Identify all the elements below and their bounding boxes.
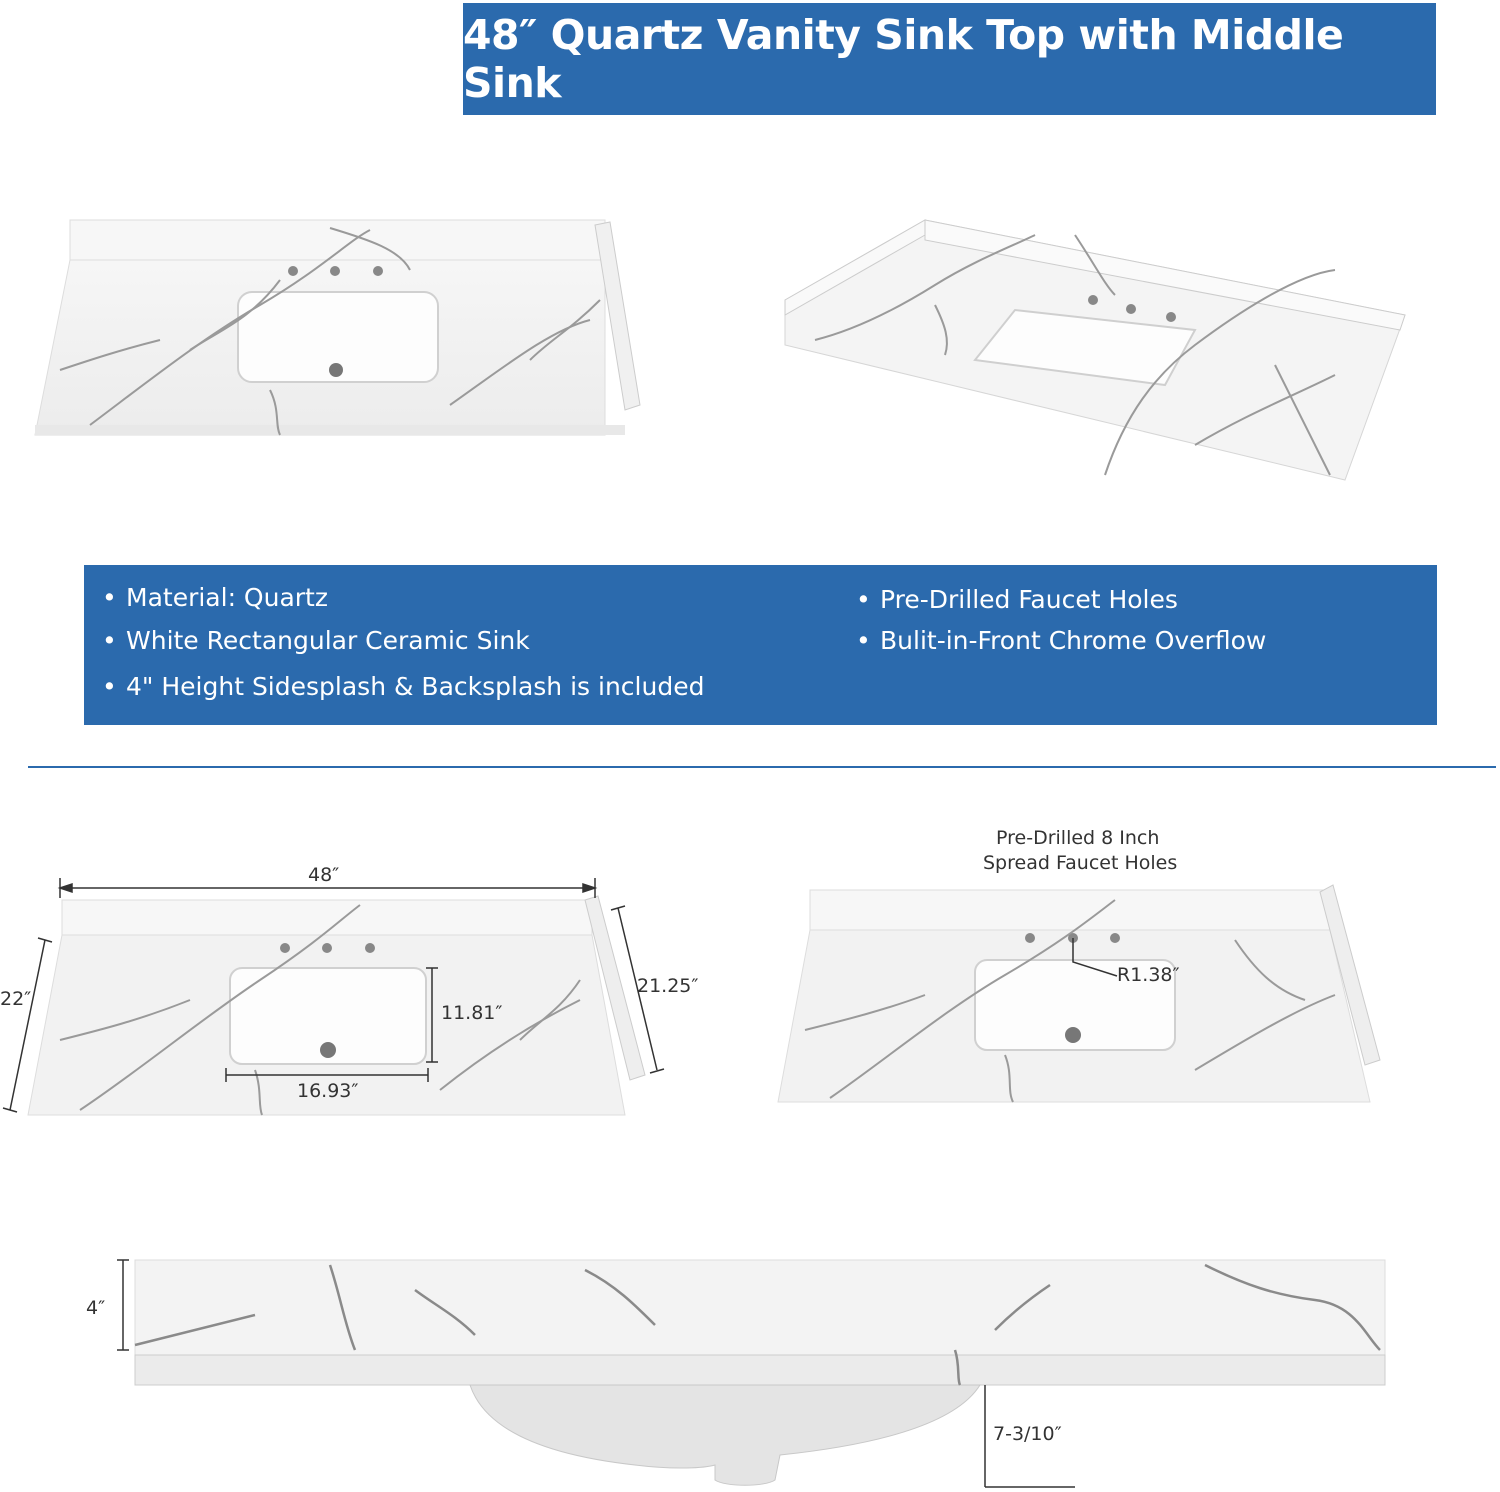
feature-text: Material: Quartz xyxy=(126,583,328,612)
feature-text: 4" Height Sidesplash & Backsplash is included xyxy=(126,672,705,701)
feature-item xyxy=(856,626,1266,655)
sink-depth-dimension-label: 11.81″ xyxy=(441,1002,503,1024)
inner-depth-dimension-label: 21.25″ xyxy=(637,975,699,997)
hole-radius-label: R1.38″ xyxy=(1117,964,1180,986)
feature-banner xyxy=(84,565,1437,725)
dimension-drawing-faucet xyxy=(775,880,1395,1110)
depth-dimension-label: 22″ xyxy=(0,988,32,1010)
faucet-note-line2: Spread Faucet Holes xyxy=(983,852,1178,874)
bullet: • xyxy=(856,626,871,655)
bowl-depth-label: 7-3/10″ xyxy=(993,1423,1062,1445)
bullet: • xyxy=(102,626,117,655)
faucet-note-line1: Pre-Drilled 8 Inch xyxy=(996,827,1160,849)
feature-text: White Rectangular Ceramic Sink xyxy=(126,626,530,655)
page-title: 48″ Quartz Vanity Sink Top with Middle Sink xyxy=(463,11,1344,107)
title-banner xyxy=(463,3,1436,115)
product-image-angled-view xyxy=(775,215,1415,495)
product-image-top-view xyxy=(30,210,640,440)
width-dimension-label: 48″ xyxy=(308,864,340,886)
bullet: • xyxy=(856,585,871,614)
feature-item xyxy=(856,585,1178,614)
splash-height-label: 4″ xyxy=(86,1297,106,1319)
section-divider xyxy=(28,766,1496,768)
bullet: • xyxy=(102,672,117,701)
feature-item xyxy=(102,626,530,655)
sink-width-dimension-label: 16.93″ xyxy=(297,1080,359,1102)
feature-text: Bulit-in-Front Chrome Overflow xyxy=(880,626,1267,655)
side-profile-drawing xyxy=(115,1255,1390,1490)
bullet: • xyxy=(102,583,117,612)
feature-item xyxy=(102,583,328,612)
feature-text: Pre-Drilled Faucet Holes xyxy=(880,585,1178,614)
feature-item xyxy=(102,672,704,701)
